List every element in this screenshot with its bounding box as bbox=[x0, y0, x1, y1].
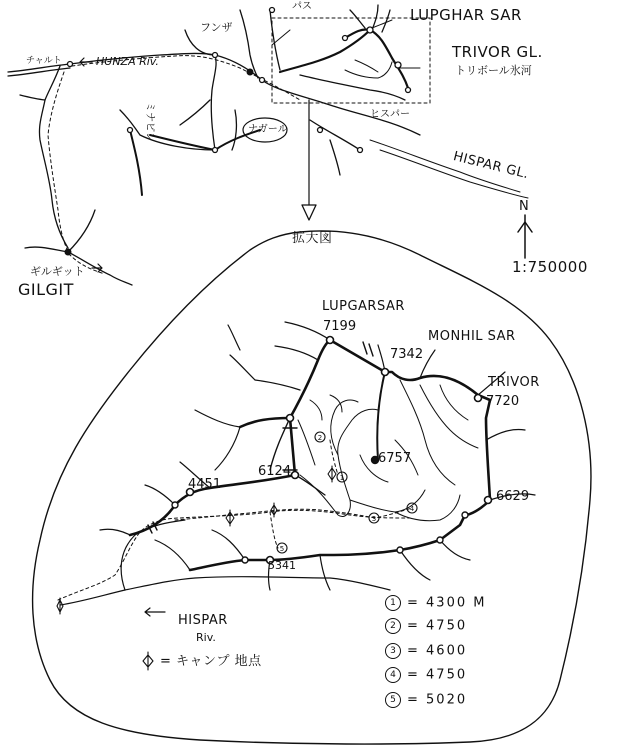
camp-elev: = 4750 bbox=[407, 618, 468, 634]
peak-name-monhil-sar: MONHIL SAR bbox=[428, 329, 516, 344]
gilgit-jp-label: ギルギット bbox=[30, 265, 85, 278]
chalt-jp-label: チャルト bbox=[26, 56, 62, 66]
north-arrow-icon bbox=[518, 215, 532, 258]
riv-label: Riv. bbox=[196, 631, 216, 644]
hispar-riv-label: HISPAR bbox=[178, 613, 228, 628]
scale-label: 1:750000 bbox=[512, 258, 588, 276]
camp-legend-row bbox=[385, 618, 467, 634]
enlarged-map bbox=[33, 231, 591, 744]
svg-text:1: 1 bbox=[339, 474, 345, 482]
peak-elev-5341: 5341 bbox=[268, 559, 296, 572]
gilgit-label: GILGIT bbox=[18, 280, 74, 299]
camp-elev: = 4300 M bbox=[407, 595, 487, 611]
overview-map bbox=[8, 5, 531, 285]
camp-legend-label: = キャンプ 地点 bbox=[160, 654, 262, 669]
camp-elev: = 5020 bbox=[407, 692, 468, 708]
camp-number: 1 bbox=[385, 595, 401, 611]
svg-text:5: 5 bbox=[279, 545, 285, 553]
peak-elev-4451: 4451 bbox=[188, 477, 222, 492]
north-label: N bbox=[519, 199, 530, 214]
hunza-jp-label: フンザ bbox=[200, 21, 233, 34]
peak-elev-7199: 7199 bbox=[323, 319, 357, 334]
peak-name-trivor: TRIVOR bbox=[488, 375, 540, 390]
hispar-gl-label: HISPAR GL. bbox=[451, 149, 531, 183]
camp-legend-row bbox=[385, 595, 486, 611]
enlarged-title: 拡大図 bbox=[292, 231, 333, 246]
peak-elev-6124: 6124 bbox=[258, 464, 292, 479]
camp-legend-row bbox=[385, 667, 467, 683]
peak-elev-7720: 7720 bbox=[486, 394, 520, 409]
pasu-jp-label: パス bbox=[292, 1, 312, 12]
peak-elev-6629: 6629 bbox=[496, 489, 530, 504]
trivor-gl-jp-label: トリボール氷河 bbox=[455, 64, 532, 77]
camp-number: 4 bbox=[385, 667, 401, 683]
peak-elev-6757: 6757 bbox=[378, 451, 412, 466]
svg-text:2: 2 bbox=[317, 434, 323, 442]
nagar-jp-label: ナガール bbox=[248, 124, 288, 135]
camp-elev: = 4750 bbox=[407, 667, 468, 683]
camp-number: 3 bbox=[385, 643, 401, 659]
hunza-riv-label: HUNZA Riv. bbox=[96, 55, 159, 68]
svg-text:4: 4 bbox=[409, 505, 415, 513]
peak-name-lupgarsar: LUPGARSAR bbox=[322, 299, 405, 314]
trivor-gl-label: TRIVOR GL. bbox=[452, 43, 543, 61]
camp-elev: = 4600 bbox=[407, 643, 468, 659]
camp-legend-row bbox=[385, 643, 467, 659]
peak-elev-7342: 7342 bbox=[390, 347, 424, 362]
svg-text:3: 3 bbox=[371, 515, 377, 523]
hispar-jp-label: ヒスパー bbox=[370, 109, 410, 120]
minapin-jp-label: ミナピン bbox=[144, 102, 155, 142]
camp-legend-row bbox=[385, 692, 467, 708]
camp-number: 5 bbox=[385, 692, 401, 708]
lupghar-sar-label: LUPGHAR SAR bbox=[410, 6, 522, 24]
camp-number: 2 bbox=[385, 618, 401, 634]
